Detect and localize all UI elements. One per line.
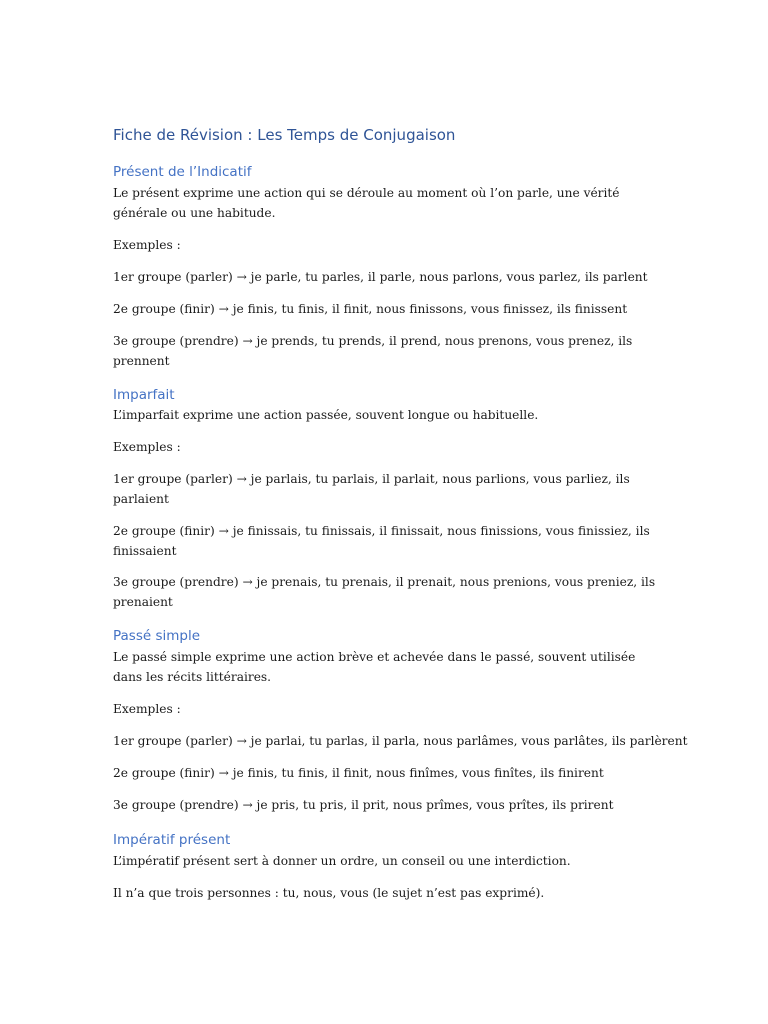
example-imparfait-2e-groupe: 2e groupe (finir) → je finissais, tu finissais, il finissait, nous finissions, vous finissiez, ils finissaient — [113, 524, 650, 558]
section-heading-present: Présent de l’Indicatif — [113, 164, 252, 180]
section-intro-passe-simple: Le passé simple exprime une action brève et achevée dans le passé, souvent utilisée dans les récits littéraires. — [113, 650, 636, 684]
example-passe-simple-2e-groupe: 2e groupe (finir) → je finis, tu finis, il finit, nous finîmes, vous finîtes, ils finirent — [113, 766, 604, 780]
example-present-3e-groupe: 3e groupe (prendre) → je prends, tu prends, il prend, nous prenons, vous prenez, ils prennent — [113, 334, 633, 368]
section-intro-imperatif: L’impératif présent sert à donner un ordre, un conseil ou une interdiction. — [113, 854, 571, 868]
examples-label-imparfait: Exemples : — [113, 440, 181, 454]
section-heading-imperatif: Impératif présent — [113, 832, 231, 848]
document-title: Fiche de Révision : Les Temps de Conjugaison — [113, 126, 456, 144]
section-note-imperatif: Il n’a que trois personnes : tu, nous, vous (le sujet n’est pas exprimé). — [113, 886, 545, 900]
section-heading-imparfait: Imparfait — [113, 387, 175, 403]
section-intro-present: Le présent exprime une action qui se déroule au moment où l’on parle, une vérité générale ou une habitude. — [113, 186, 620, 220]
example-imparfait-3e-groupe: 3e groupe (prendre) → je prenais, tu prenais, il prenait, nous prenions, vous preniez, ils prenaient — [113, 575, 656, 609]
example-present-1er-groupe: 1er groupe (parler) → je parle, tu parles, il parle, nous parlons, vous parlez, ils parlent — [113, 270, 648, 284]
example-passe-simple-1er-groupe: 1er groupe (parler) → je parlai, tu parlas, il parla, nous parlâmes, vous parlâtes, ils parlèrent — [113, 734, 688, 748]
examples-label-present: Exemples : — [113, 238, 181, 252]
examples-label-passe-simple: Exemples : — [113, 702, 181, 716]
example-passe-simple-3e-groupe: 3e groupe (prendre) → je pris, tu pris, il prit, nous prîmes, vous prîtes, ils prirent — [113, 798, 614, 812]
section-heading-passe-simple: Passé simple — [113, 628, 201, 644]
example-imparfait-1er-groupe: 1er groupe (parler) → je parlais, tu parlais, il parlait, nous parlions, vous parliez, ils parlaient — [113, 472, 630, 506]
example-present-2e-groupe: 2e groupe (finir) → je finis, tu finis, il finit, nous finissons, vous finissez, ils finissent — [113, 302, 628, 316]
section-intro-imparfait: L’imparfait exprime une action passée, souvent longue ou habituelle. — [113, 408, 539, 422]
